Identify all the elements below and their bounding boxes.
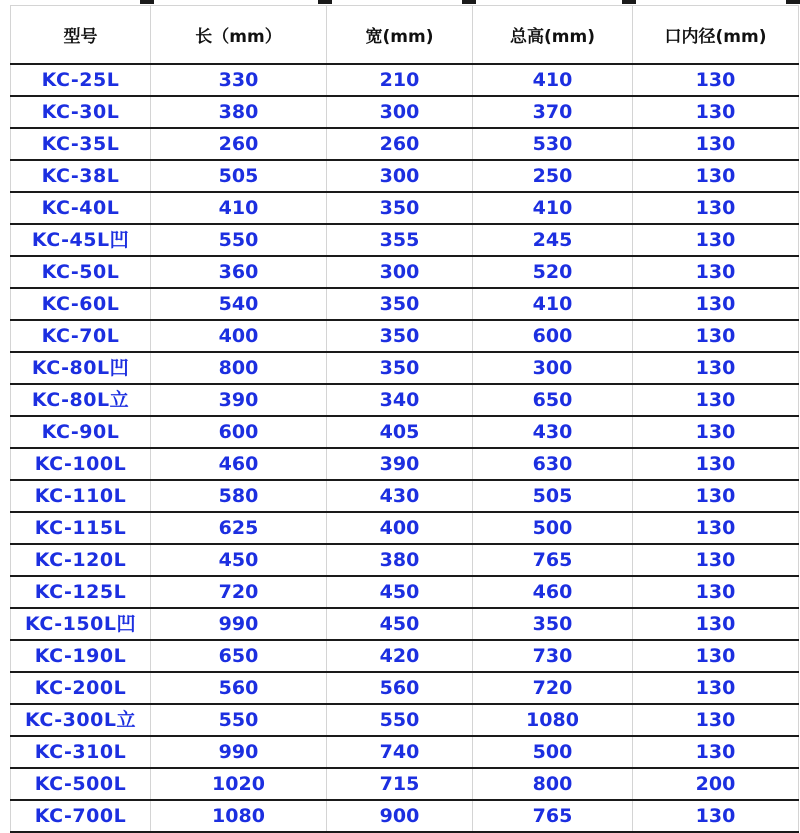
spec-table: [10, 5, 799, 833]
cell-height: 720: [473, 672, 633, 704]
table-row: [11, 384, 799, 416]
header-inner-diameter: 口内径(mm): [633, 6, 799, 65]
table-row: [11, 544, 799, 576]
cell-length: 600: [151, 416, 327, 448]
cell-height: 245: [473, 224, 633, 256]
cell-model: KC-120L: [11, 544, 151, 576]
cell-length: 460: [151, 448, 327, 480]
cell-inner-diameter: 130: [633, 128, 799, 160]
cell-model: KC-35L: [11, 128, 151, 160]
cell-width: 300: [327, 256, 473, 288]
table-row: [11, 352, 799, 384]
cell-height: 500: [473, 512, 633, 544]
table-body: [11, 64, 799, 832]
cell-length: 550: [151, 224, 327, 256]
cell-inner-diameter: 130: [633, 480, 799, 512]
cell-width: 260: [327, 128, 473, 160]
header-model: 型号: [11, 6, 151, 65]
cell-model: KC-38L: [11, 160, 151, 192]
table-row: [11, 768, 799, 800]
table-row: [11, 256, 799, 288]
cell-model: KC-45L凹: [11, 224, 151, 256]
table-row: [11, 288, 799, 320]
cell-inner-diameter: 130: [633, 320, 799, 352]
cell-model: KC-150L凹: [11, 608, 151, 640]
table-row: [11, 704, 799, 736]
cell-inner-diameter: 130: [633, 192, 799, 224]
cell-inner-diameter: 130: [633, 384, 799, 416]
table-row: [11, 576, 799, 608]
cell-inner-diameter: 130: [633, 448, 799, 480]
cell-height: 1080: [473, 704, 633, 736]
cell-model: KC-100L: [11, 448, 151, 480]
cell-height: 370: [473, 96, 633, 128]
cell-height: 500: [473, 736, 633, 768]
header-height: 总高(mm): [473, 6, 633, 65]
cell-inner-diameter: 130: [633, 64, 799, 96]
cell-width: 450: [327, 608, 473, 640]
cell-width: 350: [327, 320, 473, 352]
cell-width: 400: [327, 512, 473, 544]
cell-length: 625: [151, 512, 327, 544]
cell-width: 550: [327, 704, 473, 736]
header-width: 宽(mm): [327, 6, 473, 65]
cell-model: KC-500L: [11, 768, 151, 800]
cell-length: 990: [151, 608, 327, 640]
cell-length: 410: [151, 192, 327, 224]
cell-model: KC-310L: [11, 736, 151, 768]
cell-width: 350: [327, 352, 473, 384]
cell-inner-diameter: 130: [633, 416, 799, 448]
cell-width: 340: [327, 384, 473, 416]
cell-length: 560: [151, 672, 327, 704]
cell-height: 410: [473, 64, 633, 96]
cell-length: 550: [151, 704, 327, 736]
cell-length: 360: [151, 256, 327, 288]
cell-model: KC-30L: [11, 96, 151, 128]
cell-inner-diameter: 130: [633, 704, 799, 736]
table-row: [11, 96, 799, 128]
cell-height: 650: [473, 384, 633, 416]
cell-length: 580: [151, 480, 327, 512]
cell-length: 505: [151, 160, 327, 192]
cell-length: 450: [151, 544, 327, 576]
cell-inner-diameter: 130: [633, 800, 799, 832]
cell-model: KC-700L: [11, 800, 151, 832]
cell-inner-diameter: 130: [633, 672, 799, 704]
cell-height: 460: [473, 576, 633, 608]
cell-length: 1080: [151, 800, 327, 832]
cell-length: 330: [151, 64, 327, 96]
cell-height: 520: [473, 256, 633, 288]
cell-length: 800: [151, 352, 327, 384]
table-row: [11, 608, 799, 640]
table-row: [11, 480, 799, 512]
cell-model: KC-115L: [11, 512, 151, 544]
cell-width: 350: [327, 192, 473, 224]
cell-model: KC-80L凹: [11, 352, 151, 384]
cell-height: 765: [473, 544, 633, 576]
cell-height: 800: [473, 768, 633, 800]
table-row: [11, 512, 799, 544]
cell-inner-diameter: 130: [633, 576, 799, 608]
cell-width: 300: [327, 160, 473, 192]
cell-width: 350: [327, 288, 473, 320]
cell-inner-diameter: 130: [633, 96, 799, 128]
cell-length: 720: [151, 576, 327, 608]
cell-model: KC-70L: [11, 320, 151, 352]
cell-inner-diameter: 130: [633, 352, 799, 384]
cell-model: KC-60L: [11, 288, 151, 320]
cell-model: KC-300L立: [11, 704, 151, 736]
cell-height: 300: [473, 352, 633, 384]
table-row: [11, 64, 799, 96]
cell-length: 260: [151, 128, 327, 160]
cell-model: KC-200L: [11, 672, 151, 704]
cell-model: KC-80L立: [11, 384, 151, 416]
cell-width: 300: [327, 96, 473, 128]
cell-model: KC-40L: [11, 192, 151, 224]
cell-height: 350: [473, 608, 633, 640]
cell-length: 650: [151, 640, 327, 672]
table-row: [11, 224, 799, 256]
cell-width: 390: [327, 448, 473, 480]
cell-inner-diameter: 130: [633, 160, 799, 192]
cell-length: 400: [151, 320, 327, 352]
cell-height: 530: [473, 128, 633, 160]
cell-width: 420: [327, 640, 473, 672]
table-row: [11, 416, 799, 448]
cell-inner-diameter: 200: [633, 768, 799, 800]
cell-width: 430: [327, 480, 473, 512]
cell-length: 390: [151, 384, 327, 416]
cell-width: 355: [327, 224, 473, 256]
cell-model: KC-90L: [11, 416, 151, 448]
cell-width: 450: [327, 576, 473, 608]
cell-inner-diameter: 130: [633, 512, 799, 544]
cell-model: KC-25L: [11, 64, 151, 96]
cell-inner-diameter: 130: [633, 224, 799, 256]
cell-height: 730: [473, 640, 633, 672]
cell-height: 630: [473, 448, 633, 480]
cell-height: 430: [473, 416, 633, 448]
cell-model: KC-125L: [11, 576, 151, 608]
cell-length: 380: [151, 96, 327, 128]
cell-width: 210: [327, 64, 473, 96]
cell-height: 410: [473, 288, 633, 320]
cell-width: 560: [327, 672, 473, 704]
header-length: 长（mm）: [151, 6, 327, 65]
cell-length: 990: [151, 736, 327, 768]
cell-height: 410: [473, 192, 633, 224]
cell-model: KC-190L: [11, 640, 151, 672]
table-row: [11, 192, 799, 224]
cell-inner-diameter: 130: [633, 640, 799, 672]
table-row: [11, 320, 799, 352]
cell-width: 715: [327, 768, 473, 800]
cell-model: KC-50L: [11, 256, 151, 288]
table-row: [11, 160, 799, 192]
cell-inner-diameter: 130: [633, 288, 799, 320]
cell-inner-diameter: 130: [633, 256, 799, 288]
table-row: [11, 448, 799, 480]
cell-inner-diameter: 130: [633, 736, 799, 768]
cell-length: 540: [151, 288, 327, 320]
table-row: [11, 800, 799, 832]
cell-width: 380: [327, 544, 473, 576]
cell-height: 250: [473, 160, 633, 192]
cell-height: 505: [473, 480, 633, 512]
cell-width: 740: [327, 736, 473, 768]
table-row: [11, 640, 799, 672]
header-row: [11, 6, 799, 65]
table-row: [11, 128, 799, 160]
table-row: [11, 672, 799, 704]
cell-length: 1020: [151, 768, 327, 800]
table-row: [11, 736, 799, 768]
cell-inner-diameter: 130: [633, 608, 799, 640]
cell-width: 405: [327, 416, 473, 448]
cell-inner-diameter: 130: [633, 544, 799, 576]
cell-width: 900: [327, 800, 473, 832]
cell-model: KC-110L: [11, 480, 151, 512]
cell-height: 600: [473, 320, 633, 352]
cell-height: 765: [473, 800, 633, 832]
